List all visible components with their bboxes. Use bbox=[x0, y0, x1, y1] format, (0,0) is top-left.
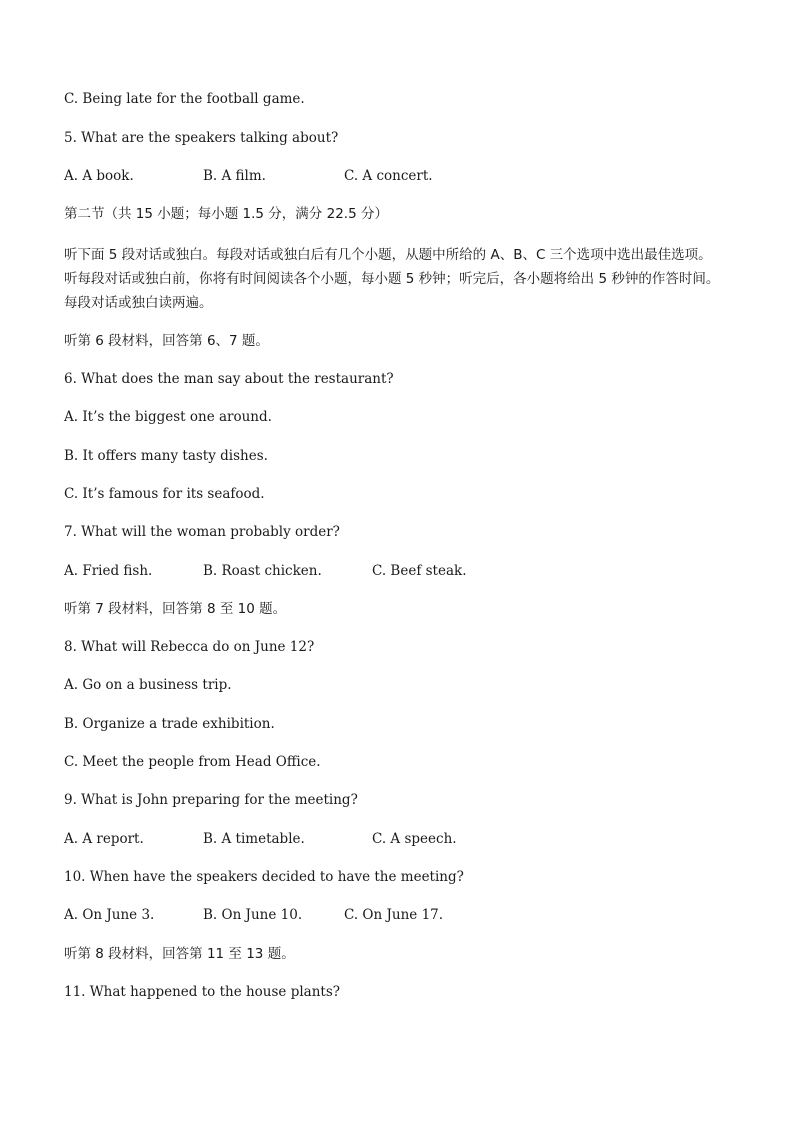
q10-option-b: B. On June 10. bbox=[203, 907, 303, 923]
q5-stem: 5. What are the speakers talking about? bbox=[64, 130, 339, 146]
q10-option-c: C. On June 17. bbox=[344, 907, 444, 923]
instruction-line: 听下面 5 段对话或独白。每段对话或独白后有几个小题，从题中所给的 A、B、C 三个选项中选出最佳选项。 bbox=[64, 247, 712, 263]
q7-option-b: B. Roast chicken. bbox=[203, 563, 322, 579]
q10-option-a: A. On June 3. bbox=[64, 907, 155, 923]
q11-stem: 11. What happened to the house plants? bbox=[64, 984, 340, 1000]
q7-stem: 7. What will the woman probably order? bbox=[64, 524, 340, 540]
q9-option-c: C. A speech. bbox=[372, 831, 457, 847]
q9-option-b: B. A timetable. bbox=[203, 831, 305, 847]
q5-option-b: B. A film. bbox=[203, 168, 266, 184]
q5-option-a: A. A book. bbox=[64, 168, 134, 184]
instructions-paragraph bbox=[64, 243, 754, 315]
q5-option-c: C. A concert. bbox=[344, 168, 433, 184]
q7-option-a: A. Fried fish. bbox=[64, 563, 153, 579]
q8-option-c: C. Meet the people from Head Office. bbox=[64, 754, 321, 770]
q6-option-b: B. It offers many tasty dishes. bbox=[64, 448, 268, 464]
q8-option-b: B. Organize a trade exhibition. bbox=[64, 716, 275, 732]
q4-option-c: C. Being late for the football game. bbox=[64, 91, 305, 107]
q8-stem: 8. What will Rebecca do on June 12? bbox=[64, 639, 315, 655]
q9-option-a: A. A report. bbox=[64, 831, 144, 847]
q9-stem: 9. What is John preparing for the meeting? bbox=[64, 792, 358, 808]
material-7-heading: 听第 7 段材料，回答第 8 至 10 题。 bbox=[64, 601, 287, 617]
q6-option-c: C. It’s famous for its seafood. bbox=[64, 486, 265, 502]
material-8-heading: 听第 8 段材料，回答第 11 至 13 题。 bbox=[64, 946, 295, 962]
section2-heading: 第二节（共 15 小题；每小题 1.5 分，满分 22.5 分） bbox=[64, 206, 388, 222]
material-6-heading: 听第 6 段材料，回答第 6、7 题。 bbox=[64, 333, 269, 349]
q7-option-c: C. Beef steak. bbox=[372, 563, 467, 579]
instruction-line: 听每段对话或独白前，你将有时间阅读各个小题，每小题 5 秒钟；听完后，各小题将给出 5 秒钟的作答时间。 bbox=[64, 271, 720, 287]
q6-option-a: A. It’s the biggest one around. bbox=[64, 409, 272, 425]
q6-stem: 6. What does the man say about the restaurant? bbox=[64, 371, 394, 387]
q8-option-a: A. Go on a business trip. bbox=[64, 677, 232, 693]
instruction-line: 每段对话或独白读两遍。 bbox=[64, 295, 213, 311]
q10-stem: 10. When have the speakers decided to have the meeting? bbox=[64, 869, 464, 885]
